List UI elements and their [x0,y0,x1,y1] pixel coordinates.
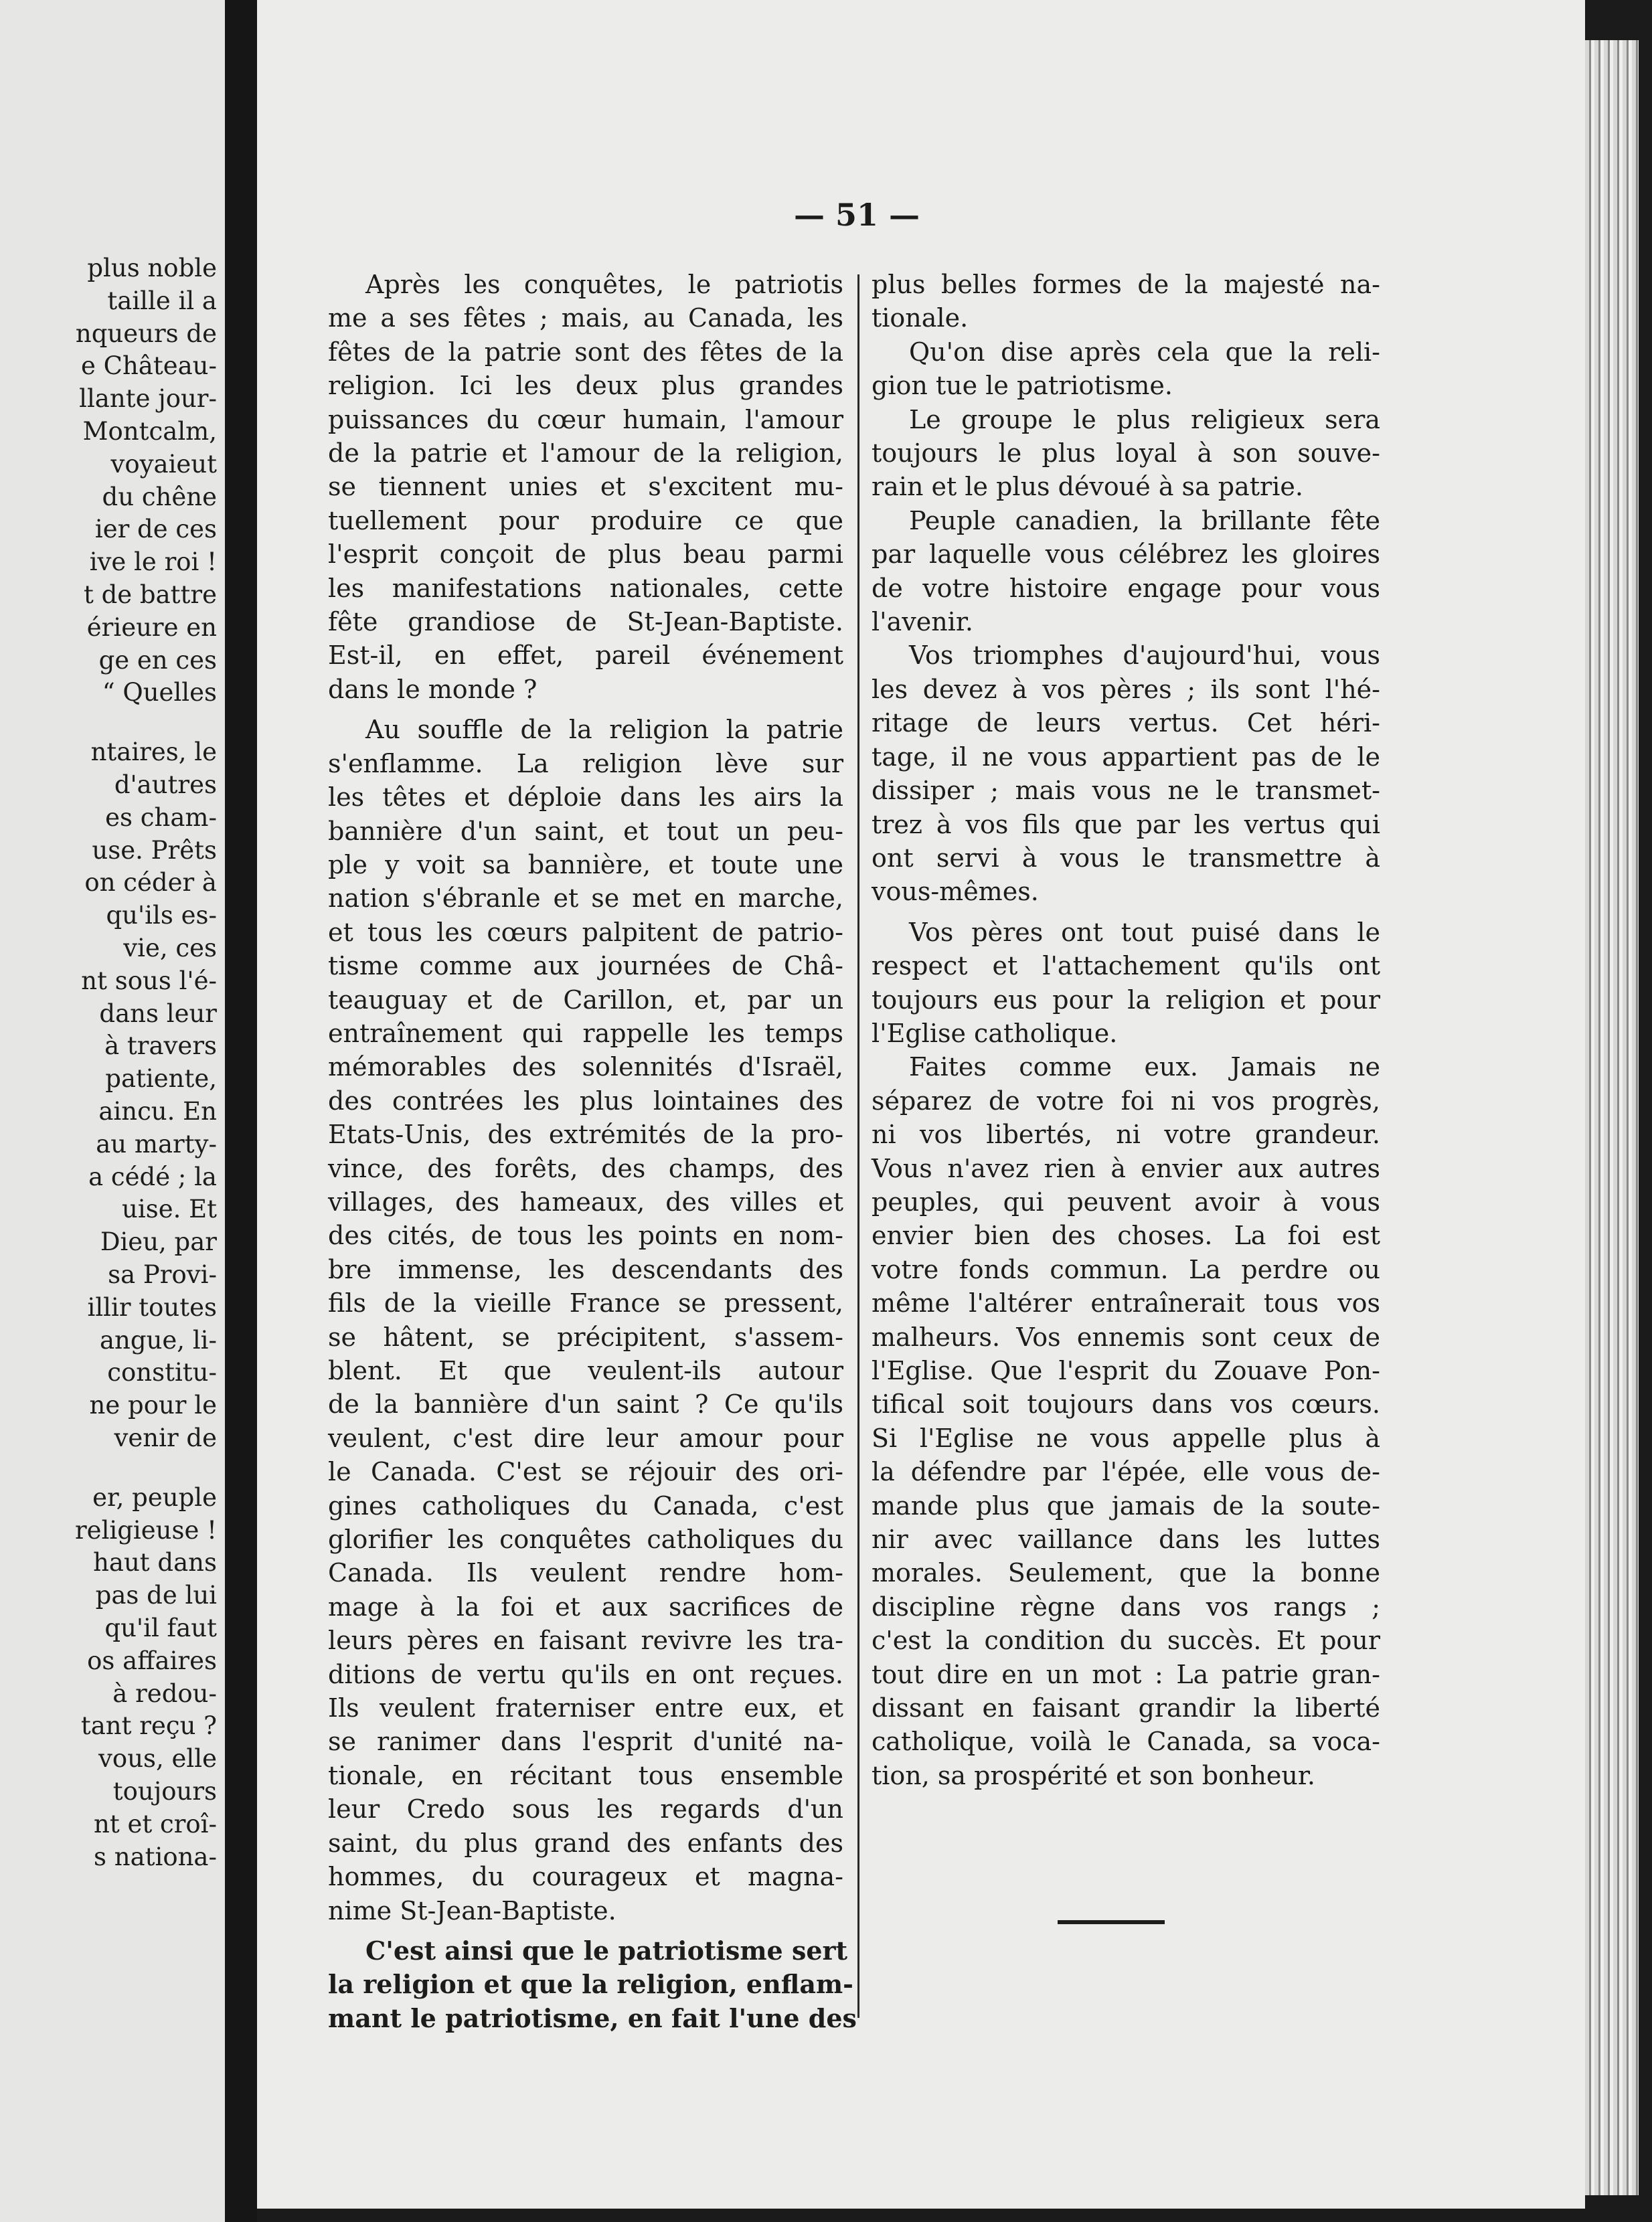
text-line: vince, des forêts, des champs, des [328,1153,843,1183]
text-line: par laquelle vous célébrez les gloires [872,539,1380,570]
page-edges [1585,40,1639,2195]
paragraph-gap [328,1928,843,1934]
text-line: de votre histoire engage pour vous [872,573,1380,603]
text-line: saint, du plus grand des enfants des [328,1828,843,1858]
text-line: l'avenir. [872,607,973,637]
text-line: tionale, en récitant tous ensemble [328,1760,843,1790]
text-line: des contrées les plus lointaines des [328,1086,843,1116]
text-line: ritage de leurs vertus. Cet héri- [872,708,1380,738]
text-column-left [328,268,857,2035]
text-line: les manifestations nationales, cette [328,573,843,603]
text-line: nation s'ébranle et se met en marche, [328,883,843,914]
text-line: me a ses fêtes ; mais, au Canada, les [328,303,843,333]
text-line: discipline règne dans vos rangs ; [872,1592,1380,1622]
left-page-text-fragment: religieuse ! [74,1515,217,1545]
text-line: de la bannière d'un saint ? Ce qu'ils [328,1389,843,1420]
text-line: envier bien des choses. La foi est [872,1221,1380,1251]
left-page-text-fragment: illir toutes [87,1292,217,1322]
text-line: et tous les cœurs palpitent de patrio- [328,917,843,947]
text-line: toujours eus pour la religion et pour [872,985,1380,1015]
text-line: nime St-Jean-Baptiste. [328,1895,616,1926]
left-page-text-fragment: on céder à [84,868,217,898]
text-line: mande plus que jamais de la soute- [872,1490,1380,1521]
left-page-text-fragment: os affaires [87,1646,217,1675]
text-line: C'est ainsi que le patriotisme sert [365,1935,848,1966]
book-gutter [225,0,257,2222]
text-line: le Canada. C'est se réjouir des ori- [328,1457,843,1487]
left-page-text-fragment: d'autres [114,770,217,799]
left-page-text-fragment: s nationa- [93,1842,217,1871]
text-line: dans le monde ? [328,674,538,704]
left-page-text-fragment: haut dans [93,1548,217,1577]
text-line: Le groupe le plus religieux sera [909,404,1380,434]
text-line: fêtes de la patrie sont des fêtes de la [328,337,843,367]
page-number: — 51 — [793,197,920,233]
text-line: nir avec vaillance dans les luttes [872,1525,1380,1555]
text-line: villages, des hameaux, des villes et [328,1187,843,1217]
left-page-text-fragment: ge en ces [98,645,217,675]
text-line: votre fonds commun. La perdre ou [872,1254,1380,1284]
left-page-text-fragment: er, peuple [92,1482,217,1512]
text-line: leur Credo sous les regards d'un [328,1794,843,1824]
left-page-text-fragment: dans leur [99,999,217,1028]
left-page-text-fragment: patiente, [105,1064,217,1094]
text-line: dissant en faisant grandir la liberté [872,1693,1380,1723]
text-line: Vos triomphes d'aujourd'hui, vous [909,640,1380,671]
left-page-text-fragment: plus noble [87,254,217,282]
text-line: se ranimer dans l'esprit d'unité na- [328,1727,843,1757]
left-page-text-fragment: angue, li- [100,1325,217,1355]
text-line: tage, il ne vous appartient pas de le [872,742,1380,772]
text-line: fête grandiose de St-Jean-Baptiste. [328,607,843,637]
text-line: Si l'Eglise ne vous appelle plus à [872,1423,1380,1453]
text-line: Qu'on dise après cela que la reli- [909,337,1380,367]
text-line: malheurs. Vos ennemis sont ceux de [872,1322,1380,1352]
text-line: la religion et que la religion, enflam- [328,1969,853,2000]
text-line: ont servi à vous le transmettre à [872,843,1380,873]
text-line: rain et le plus dévoué à sa patrie. [872,472,1303,502]
text-line: vous-mêmes. [872,877,1039,907]
left-page-text-fragment: vous, elle [98,1744,217,1774]
text-line: glorifier les conquêtes catholiques du [328,1525,843,1555]
text-line: se hâtent, se précipitent, s'assem- [328,1322,843,1352]
text-line: dissiper ; mais vous ne le transmet- [872,776,1380,806]
text-line: toujours le plus loyal à son souve- [872,438,1380,468]
text-line: l'Eglise. Que l'esprit du Zouave Pon- [872,1356,1380,1385]
text-line: entraînement qui rappelle les temps [328,1018,843,1048]
text-line: gines catholiques du Canada, c'est [328,1490,843,1521]
text-line: trez à vos fils que par les vertus qui [872,809,1380,839]
left-page-text-fragment: “ Quelles [102,678,217,707]
left-page-text-fragment: Montcalm, [82,417,217,446]
text-line: Vos pères ont tout puisé dans le [909,917,1380,947]
column-divider [857,274,859,2018]
text-line: blent. Et que veulent-ils autour [328,1356,843,1385]
left-page-text-fragment: érieure en [86,612,217,642]
left-page-text-fragment: nt et croî- [93,1809,217,1839]
text-line: tuellement pour produire ce que [328,505,843,535]
text-line: de la patrie et l'amour de la religion, [328,438,843,468]
text-line: tout dire en un mot : La patrie gran- [872,1659,1380,1689]
left-page-text-fragment: es cham- [105,802,217,832]
text-line: séparez de votre foi ni vos progrès, [872,1086,1380,1116]
text-line: gion tue le patriotisme. [872,371,1173,401]
left-page-text-fragment: llante jour- [79,384,217,414]
left-page-text-fragment: ne pour le [89,1391,217,1420]
text-line: Ils veulent fraterniser entre eux, et [328,1693,843,1723]
text-line: Est-il, en effet, pareil événement [328,640,843,671]
text-line: ple y voit sa bannière, et toute une [328,849,843,879]
text-line: mémorables des solennités d'Israël, [328,1052,843,1082]
left-page-text-fragment: venir de [114,1424,217,1452]
text-line: Peuple canadien, la brillante fête [909,505,1380,535]
text-line: leurs pères en faisant revivre les tra- [328,1626,843,1656]
left-page-text-fragment: taille il a [107,286,217,315]
text-line: Vous n'avez rien à envier aux autres [872,1153,1380,1183]
text-line: ni vos libertés, ni votre grandeur. [872,1120,1380,1150]
text-line: veulent, c'est dire leur amour pour [328,1423,843,1453]
text-line: plus belles formes de la majesté na- [872,270,1380,299]
left-page-text-fragment: aincu. En [98,1097,217,1126]
left-page-text-fragment: nt sous l'é- [81,966,217,995]
paragraph-gap [328,706,843,713]
text-line: Faites comme eux. Jamais ne [909,1052,1380,1082]
text-line: Etats-Unis, des extrémités de la pro- [328,1120,843,1150]
text-line: teauguay et de Carillon, et, par un [328,985,843,1015]
left-page-text-fragment: voyaieut [110,449,217,479]
text-line: hommes, du courageux et magna- [328,1862,843,1892]
text-line: bannière d'un saint, et tout un peu- [328,816,843,846]
left-page-text-fragment: a cédé ; la [88,1162,217,1191]
text-line: des cités, de tous les points en nom- [328,1221,843,1251]
left-page-text-fragment: du chêne [102,482,217,511]
left-page-text-fragment: ive le roi ! [89,547,217,577]
text-line: tifical soit toujours dans vos cœurs. [872,1389,1380,1420]
left-page-text-fragment: use. Prêts [92,835,217,865]
left-page-text-fragment: qu'il faut [104,1614,217,1642]
text-line: bre immense, les descendants des [328,1254,843,1284]
text-line: morales. Seulement, que la bonne [872,1558,1380,1588]
text-line: tisme comme aux journées de Châ- [328,951,843,981]
left-page-text-fragment: ntaires, le [90,738,217,767]
text-line: puissances du cœur humain, l'amour [328,404,843,434]
text-column-right [872,268,1380,1792]
text-line: Au souffle de la religion la patrie [365,715,843,745]
text-line: peuples, qui peuvent avoir à vous [872,1187,1380,1217]
left-page-text-fragment: à travers [104,1031,217,1061]
text-line: fils de la vieille France se pressent, [328,1288,843,1318]
text-line: Canada. Ils veulent rendre hom- [328,1558,843,1588]
left-page-text-fragment: nqueurs de [75,319,217,348]
text-line: tion, sa prospérité et son bonheur. [872,1760,1315,1790]
text-line: ditions de vertu qu'ils en ont reçues. [328,1659,843,1689]
left-page-text-fragment: constitu- [107,1358,217,1387]
left-page-text-fragment: à redou- [112,1679,217,1708]
text-line: Après les conquêtes, le patriotis [365,270,843,299]
text-line: l'esprit conçoit de plus beau parmi [328,539,843,570]
left-page-text-fragment: qu'ils es- [106,901,217,930]
text-line: l'Eglise catholique. [872,1018,1118,1048]
text-line: les têtes et déploie dans les airs la [328,782,843,813]
left-page-text-fragment: uise. Et [122,1195,217,1224]
left-page-text-fragment: au marty- [96,1129,217,1159]
left-page-text-fragment: Dieu, par [100,1227,217,1257]
text-line: se tiennent unies et s'excitent mu- [328,472,843,502]
text-line: tionale. [872,303,969,333]
left-page-text-fragment: ier de ces [94,515,217,544]
adjacent-left-page [0,0,225,2222]
left-page-text-fragment: sa Provi- [108,1260,217,1289]
left-page-text-fragment: t de battre [83,580,217,609]
text-line: même l'altérer entraînerait tous vos [872,1288,1380,1318]
left-page-text-fragment: pas de lui [95,1581,217,1610]
text-line: c'est la condition du succès. Et pour [872,1626,1380,1656]
text-line: respect et l'attachement qu'ils ont [872,951,1380,981]
paragraph-gap [872,909,1380,916]
text-line: la défendre par l'épée, elle vous de- [872,1457,1380,1487]
end-rule [1058,1920,1165,1924]
text-line: religion. Ici les deux plus grandes [328,371,843,401]
text-line: mage à la foi et aux sacrifices de [328,1592,843,1622]
left-page-text-fragment: e Château- [80,351,217,381]
left-page-text-fragment: toujours [112,1777,217,1806]
text-line: mant le patriotisme, en fait l'une des [328,2002,857,2033]
text-line: s'enflamme. La religion lève sur [328,748,843,778]
text-line: catholique, voilà le Canada, sa voca- [872,1727,1380,1757]
left-page-text-fragment: tant reçu ? [80,1711,217,1741]
left-page-text-fragment: vie, ces [123,934,217,962]
text-line: les devez à vos pères ; ils sont l'hé- [872,674,1380,704]
